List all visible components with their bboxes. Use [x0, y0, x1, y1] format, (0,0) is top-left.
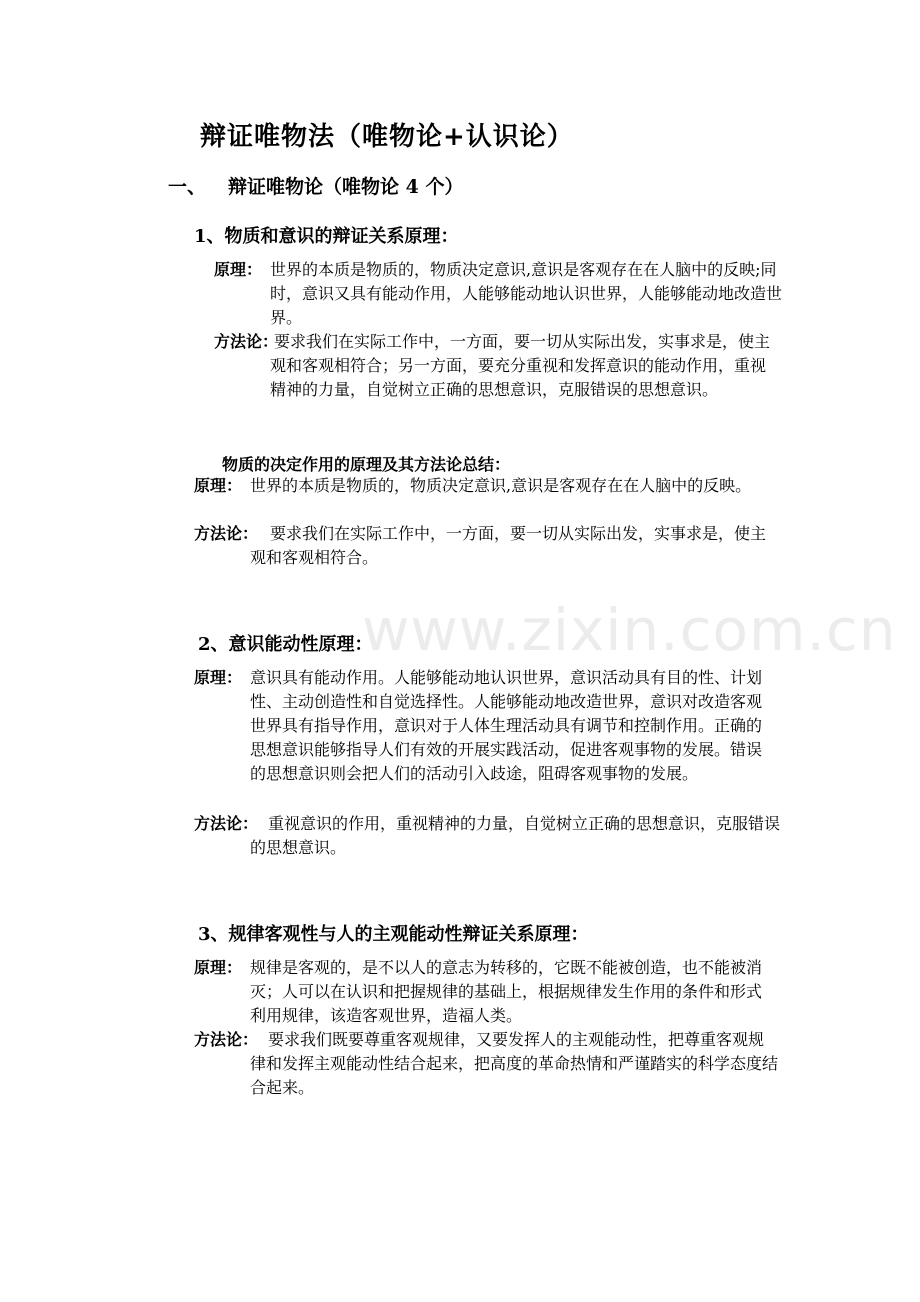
item1-principle: [214, 258, 790, 330]
principle-text: 世界的本质是物质的，物质决定意识,意识是客观存在在人脑中的反映;同时，意识又具有能动作用，人能够能动地认识世界，人能够能动地改造世界。: [270, 260, 783, 327]
method-label: 方法论：: [194, 814, 259, 833]
principle-label: 原理：: [194, 668, 243, 687]
section-number: 一、: [168, 176, 207, 198]
principle-label: 原理：: [194, 476, 243, 495]
item2-method: [194, 812, 784, 860]
summary-heading: 物质的决定作用的原理及其方法论总结：: [222, 455, 511, 474]
principle-text: 意识具有能动作用。人能够能动地认识世界，意识活动具有目的性、计划性、主动创造性和自觉选择性。人能够能动地改造世界，意识对改造客观世界具有指导作用，意识对于人体生理活动具有调节和控制作用。正确的思想意识能够指导人们有效的开展实践活动，促进客观事物的发展。错误的思想意识则会把人们的活动引入歧途，阻碍客观事物的发展。: [250, 668, 763, 783]
method-label: 方法论：: [194, 1030, 259, 1049]
method-text: 要求我们在实际工作中，一方面，要一切从实际出发，实事求是，使主观和客观相符合；另一方面，要充分重视和发挥意识的能动作用，重视精神的力量，自觉树立正确的思想意识，克服错误的思想意识。: [270, 332, 771, 399]
method-text: 重视意识的作用，重视精神的力量，自觉树立正确的思想意识，克服错误的思想意识。: [250, 814, 781, 857]
item2-heading: 2、意识能动性原理：: [198, 634, 373, 655]
method-label: 方法论：: [214, 332, 279, 351]
page-title: 辩证唯物法（唯物论+认识论）: [200, 122, 574, 152]
summary-method: [194, 522, 770, 570]
item2-principle: [194, 666, 774, 786]
method-label: 方法论：: [194, 524, 259, 543]
method-text: 要求我们既要尊重客观规律，又要发挥人的主观能动性，把尊重客观规律和发挥主观能动性结合起来，把高度的革命热情和严谨踏实的科学态度结合起来。: [250, 1030, 779, 1097]
section-heading: [168, 172, 463, 199]
watermark: www.zixin.com.cn: [362, 596, 897, 664]
item3-method: [194, 1028, 779, 1100]
principle-text: 规律是客观的，是不以人的意志为转移的，它既不能被创造，也不能被消灭；人可以在认识和把握规律的基础上，根据规律发生作用的条件和形式利用规律，该造客观世界，造福人类。: [250, 958, 763, 1025]
method-text: 要求我们在实际工作中，一方面，要一切从实际出发，实事求是，使主观和客观相符合。: [250, 524, 767, 567]
principle-label: 原理：: [194, 958, 243, 977]
item1-method: [214, 330, 772, 402]
item3-principle: [194, 956, 774, 1028]
section-title: 辩证唯物论（唯物论 4 个）: [228, 176, 464, 198]
summary-principle: [194, 474, 784, 498]
item3-heading: 3、规律客观性与人的主观能动性辩证关系原理：: [198, 924, 589, 945]
principle-label: 原理：: [214, 260, 263, 279]
item1-heading: 1、物质和意识的辩证关系原理：: [194, 226, 459, 247]
principle-text: 世界的本质是物质的，物质决定意识,意识是客观存在在人脑中的反映。: [250, 476, 752, 495]
